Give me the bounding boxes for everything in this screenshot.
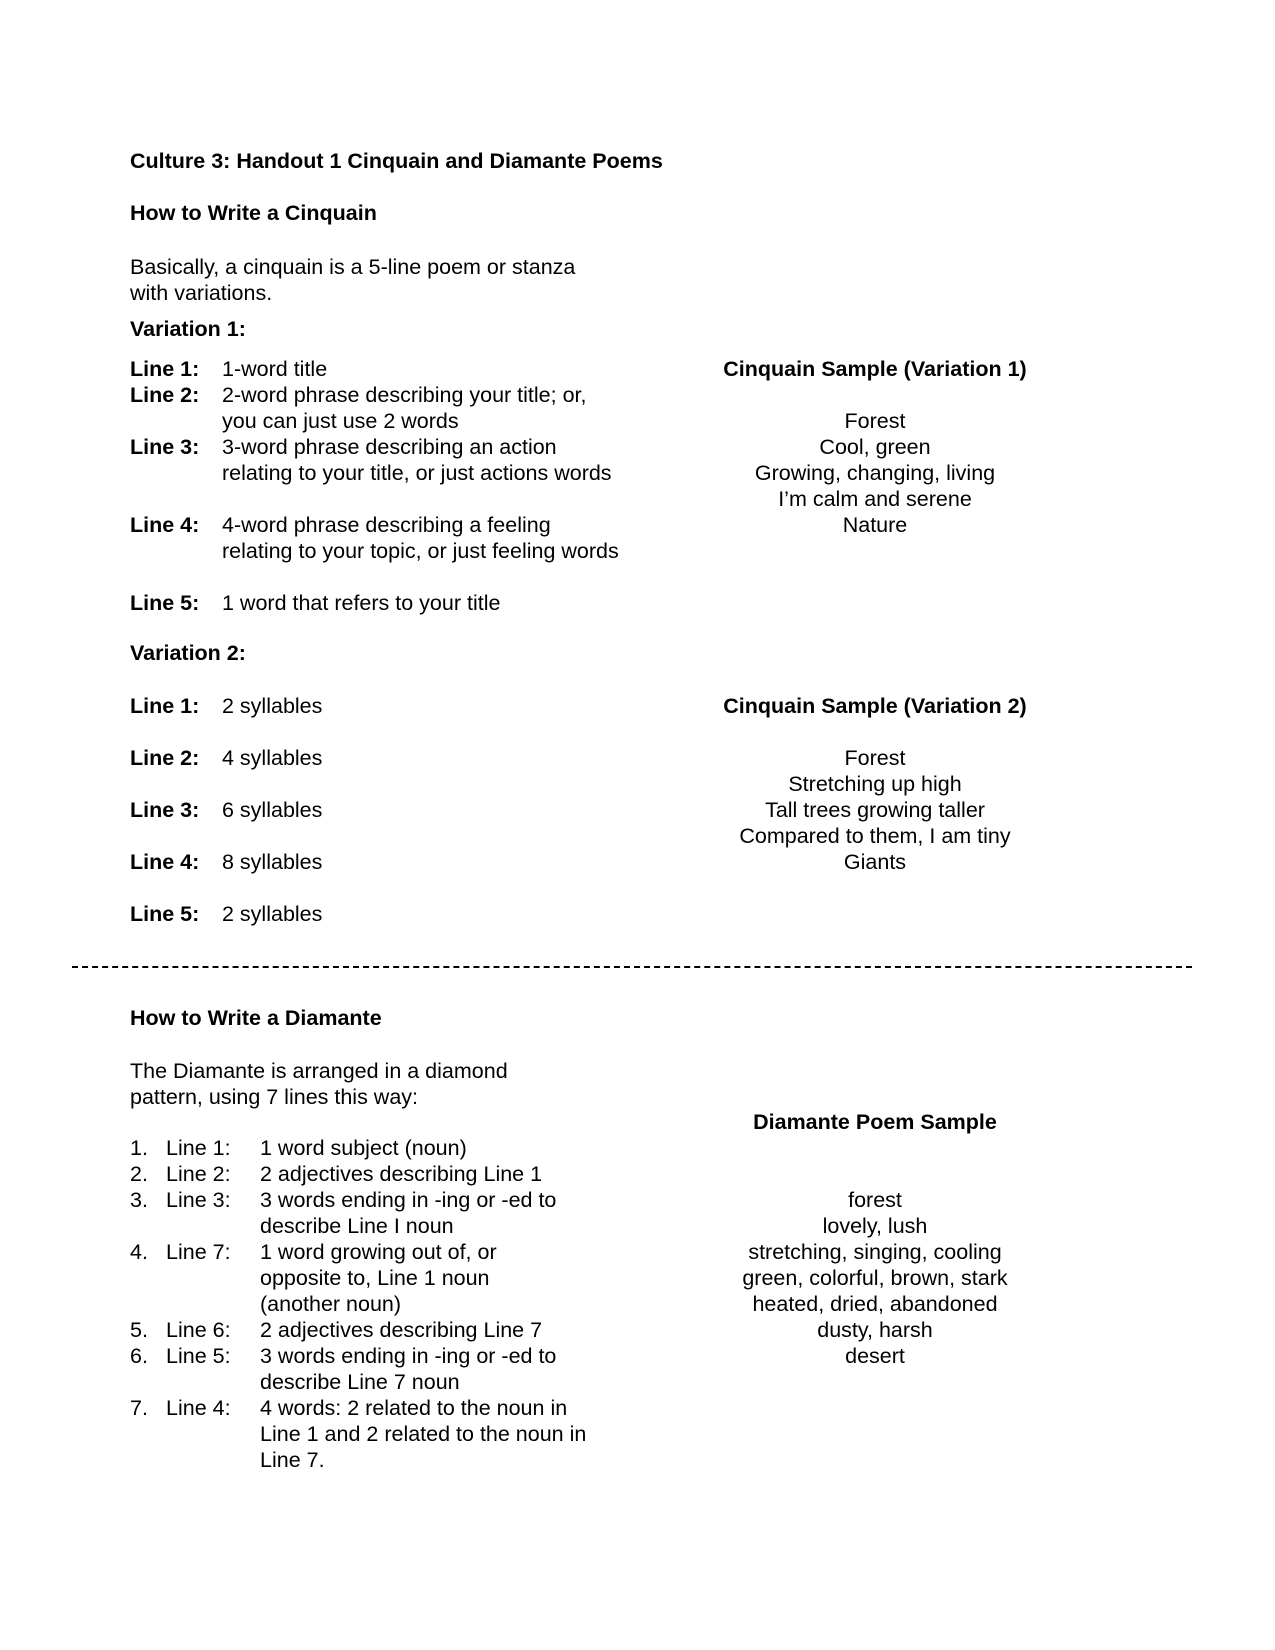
- poem-line: I’m calm and serene: [778, 487, 972, 511]
- item-number: 3.: [130, 1188, 148, 1212]
- poem-line: Nature: [842, 513, 908, 537]
- item-text: 2 adjectives describing Line 1: [260, 1162, 543, 1186]
- page-title: Culture 3: Handout 1 Cinquain and Diamante Poems: [130, 149, 663, 173]
- sample-heading: Diamante Poem Sample: [753, 1110, 997, 1134]
- line-label: Line 3:: [130, 798, 200, 822]
- line-text: 1 word that refers to your title: [222, 591, 501, 615]
- variation1-heading: Variation 1:: [130, 317, 246, 341]
- line-text: 4 syllables: [222, 746, 323, 770]
- item-text: 3 words ending in -ing or -ed to describe Line 7 noun: [260, 1344, 557, 1394]
- poem-line: desert: [845, 1344, 905, 1368]
- item-label: Line 7:: [166, 1240, 231, 1264]
- item-label: Line 1:: [166, 1136, 231, 1160]
- poem-line: heated, dried, abandoned: [752, 1292, 998, 1316]
- item-label: Line 3:: [166, 1188, 231, 1212]
- cinquain-intro: Basically, a cinquain is a 5-line poem or stanza with variations.: [130, 255, 576, 305]
- poem-line: Giants: [843, 850, 907, 874]
- cinquain-sample-1: [700, 356, 1050, 538]
- line-text: 6 syllables: [222, 798, 323, 822]
- item-label: Line 4:: [166, 1396, 231, 1420]
- sample-heading: Cinquain Sample (Variation 1): [723, 357, 1027, 381]
- item-number: 4.: [130, 1240, 148, 1264]
- item-number: 1.: [130, 1136, 148, 1160]
- poem-line: green, colorful, brown, stark: [742, 1266, 1008, 1290]
- line-text: 4-word phrase describing a feeling relating to your topic, or just feeling words: [222, 513, 619, 563]
- poem-line: forest: [848, 1188, 902, 1212]
- item-number: 6.: [130, 1344, 148, 1368]
- poem-line: Tall trees growing taller: [765, 798, 985, 822]
- item-label: Line 2:: [166, 1162, 231, 1186]
- line-text: 3-word phrase describing an action relating to your title, or just actions words: [222, 435, 612, 485]
- poem-line: Cool, green: [819, 435, 931, 459]
- item-label: Line 5:: [166, 1344, 231, 1368]
- poem-line: Forest: [844, 409, 906, 433]
- line-label: Line 4:: [130, 850, 200, 874]
- item-number: 5.: [130, 1318, 148, 1342]
- line-text: 8 syllables: [222, 850, 323, 874]
- variation2-heading: Variation 2:: [130, 641, 246, 665]
- diamante-heading: How to Write a Diamante: [130, 1006, 382, 1030]
- line-label: Line 2:: [130, 746, 200, 770]
- line-label: Line 2:: [130, 383, 200, 407]
- cinquain-sample-2: [700, 693, 1050, 875]
- poem-line: Forest: [844, 746, 906, 770]
- line-label: Line 1:: [130, 357, 200, 381]
- line-label: Line 1:: [130, 694, 200, 718]
- item-text: 2 adjectives describing Line 7: [260, 1318, 543, 1342]
- poem-line: Growing, changing, living: [754, 461, 996, 485]
- line-text: 2 syllables: [222, 902, 323, 926]
- diamante-intro: The Diamante is arranged in a diamond pattern, using 7 lines this way:: [130, 1059, 508, 1109]
- item-number: 2.: [130, 1162, 148, 1186]
- line-label: Line 4:: [130, 513, 200, 537]
- cinquain-heading: How to Write a Cinquain: [130, 201, 377, 225]
- item-number: 7.: [130, 1396, 148, 1420]
- line-text: 2 syllables: [222, 694, 323, 718]
- poem-line: Compared to them, I am tiny: [739, 824, 1011, 848]
- poem-line: dusty, harsh: [817, 1318, 933, 1342]
- item-label: Line 6:: [166, 1318, 231, 1342]
- item-text: 4 words: 2 related to the noun in Line 1 and 2 related to the noun in Line 7.: [260, 1396, 587, 1472]
- diamante-sample: [700, 1109, 1050, 1369]
- line-label: Line 5:: [130, 591, 200, 615]
- item-text: 1 word growing out of, or opposite to, Line 1 noun (another noun): [260, 1240, 497, 1316]
- poem-line: lovely, lush: [822, 1214, 928, 1238]
- item-text: 1 word subject (noun): [260, 1136, 467, 1160]
- poem-line: stretching, singing, cooling: [748, 1240, 1002, 1264]
- line-label: Line 3:: [130, 435, 200, 459]
- section-divider: [72, 966, 1192, 968]
- line-text: 2-word phrase describing your title; or, you can just use 2 words: [222, 383, 587, 433]
- sample-heading: Cinquain Sample (Variation 2): [723, 694, 1027, 718]
- line-label: Line 5:: [130, 902, 200, 926]
- poem-line: Stretching up high: [788, 772, 962, 796]
- line-text: 1-word title: [222, 357, 328, 381]
- item-text: 3 words ending in -ing or -ed to describe Line I noun: [260, 1188, 557, 1238]
